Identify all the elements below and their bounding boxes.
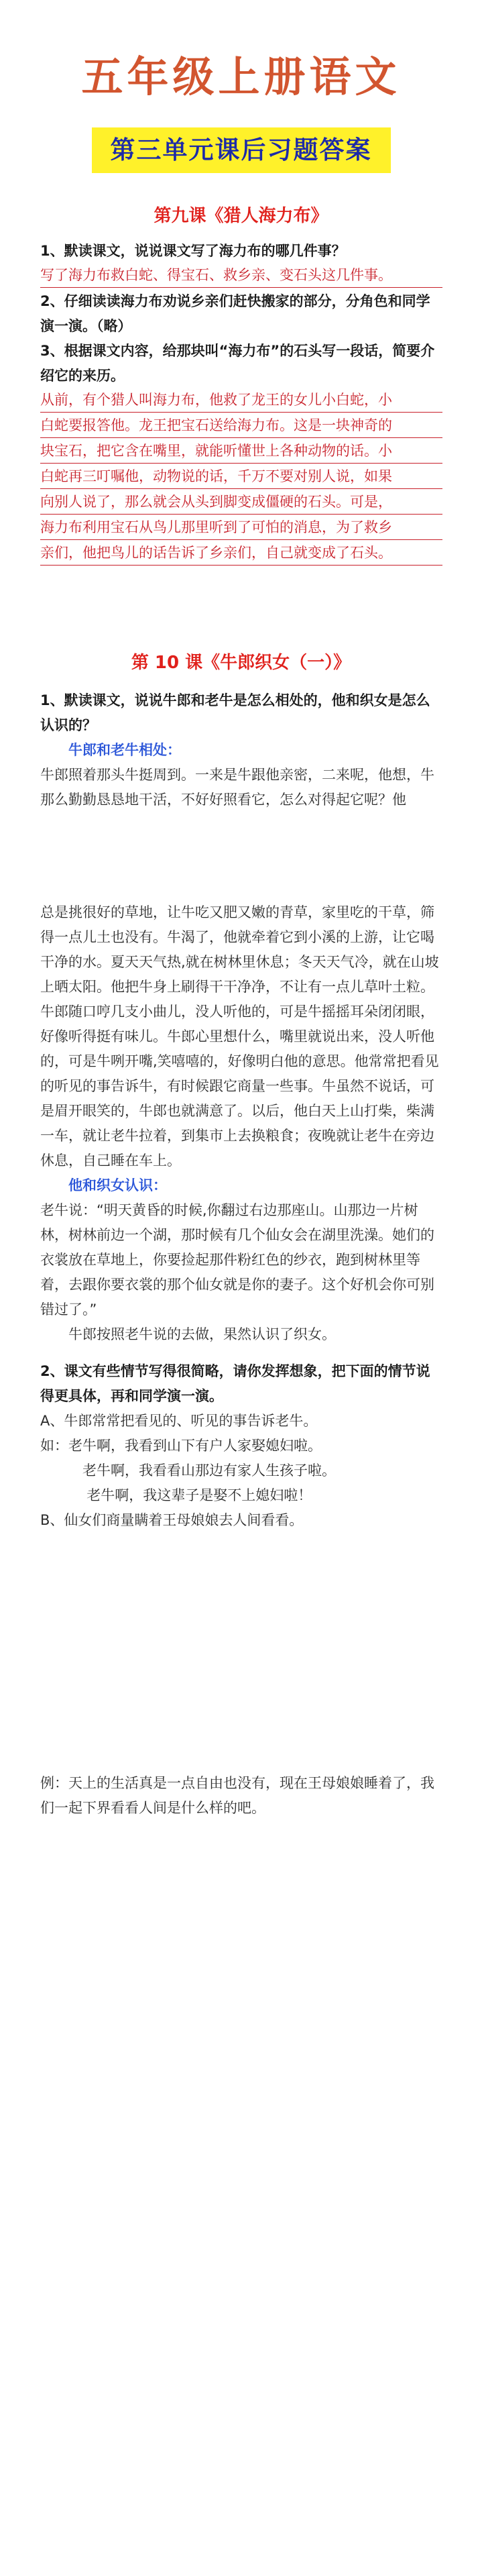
answer-line: 亲们，他把鸟儿的话告诉了乡亲们，自己就变成了石头。	[40, 541, 442, 566]
lesson9-answer-1: 写了海力布救白蛇、得宝石、救乡亲、变石头这几件事。	[40, 264, 442, 288]
lesson10-title: 第 10 课《牛郎织女（一）》	[131, 653, 351, 673]
lesson9-section	[40, 239, 442, 567]
lesson10-question-2: 2、课文有些情节写得很简略，请你发挥想象，把下面的情节说得更具体，再和同学演一演。	[40, 1363, 430, 1404]
lesson9-question-3: 3、根据课文内容，给那块叫“海力布”的石头写一段话，简要介绍它的来历。	[40, 343, 435, 384]
lesson9-question-1: 1、默读课文，说说课文写了海力布的哪几件事？	[40, 243, 346, 259]
lesson9-title: 第九课《猎人海力布》	[154, 206, 328, 226]
paragraph-weaver-2: 牛郎按照老牛说的去做，果然认识了织女。	[68, 1326, 336, 1342]
paragraph-ox-1: 牛郎照着那头牛挺周到。一来是牛跟他亲密，二来呢，他想，牛那么勤勤恳恳地干活，不好好照看它，怎么对得起它呢？他	[40, 767, 434, 808]
example-paragraph: 例：天上的生活真是一点自由也没有，现在王母娘娘睡着了，我们一起下界看看人间是什么样的吧。	[40, 1775, 434, 1816]
example-line: 老牛啊，我看看山那边有家人生孩子啦。	[82, 1462, 336, 1479]
lesson9-answer-3	[40, 388, 442, 566]
answer-line: 从前，有个猎人叫海力布，他救了龙王的女儿小白蛇，小	[40, 388, 442, 413]
page-title: 五年级上册语文	[81, 52, 401, 101]
answer-line: 海力布利用宝石从鸟儿那里听到了可怕的消息，为了救乡	[40, 516, 442, 540]
lesson10-example	[40, 1771, 442, 1821]
subheading-weaver: 他和织女认识：	[68, 1177, 167, 1193]
part-b-label: B、仙女们商量瞒着王母娘娘去人间看看。	[40, 1512, 304, 1528]
answer-line: 块宝石，把它含在嘴里，就能听懂世上各种动物的话。小	[40, 439, 442, 464]
answer-line: 向别人说了，那么就会从头到脚变成僵硬的石头。可是，	[40, 490, 442, 515]
lesson10-question-1: 1、默读课文，说说牛郎和老牛是怎么相处的，他和织女是怎么认识的？	[40, 692, 430, 733]
part-a-label: A、牛郎常常把看见的、听见的事告诉老牛。	[40, 1413, 318, 1429]
example-line: 老牛啊，我这辈子是娶不上媳妇啦！	[86, 1487, 312, 1503]
subtitle-banner: 第三单元课后习题答案	[92, 127, 391, 173]
paragraph-ox-2: 总是挑很好的草地，让牛吃又肥又嫩的青草，家里吃的干草，筛得一点儿土也没有。牛渴了，他就牵着它到小溪的上游，让它喝干净的水。夏天天气热,就在树林里休息；冬天天气冷，就在山坡上晒太阳。他把牛身上刷得干干净净，不让有一点儿草叶土粒。牛郎随口哼几支小曲儿，没人听他的，可是牛摇摇耳朵闭闭眼，好像听得挺有味儿。牛郎心里想什么，嘴里就说出来，没人听他的，可是牛咧开嘴,笑嘻嘻的，好像明白他的意思。他常常把看见的听见的事告诉牛，有时候跟它商量一些事。牛虽然不说话，可是眉开眼笑的，牛郎也就满意了。以后，他白天上山打柴，柴满一车，就让老牛拉着，到集市上去换粮食；夜晚就让老牛在旁边休息，自己睡在车上。	[40, 904, 439, 1169]
answer-line: 白蛇要报答他。龙王把宝石送给海力布。这是一块神奇的	[40, 414, 442, 438]
subtitle-wrap	[0, 127, 482, 173]
example-line: 如：老牛啊，我看到山下有户人家娶媳妇啦。	[40, 1438, 322, 1454]
lesson9-question-2: 2、仔细读读海力布劝说乡亲们赶快搬家的部分，分角色和同学演一演。（略）	[40, 293, 430, 334]
lesson10-section-a	[40, 688, 442, 812]
subheading-ox: 牛郎和老牛相处：	[68, 742, 181, 758]
answer-line: 白蛇再三叮嘱他，动物说的话，千万不要对别人说，如果	[40, 465, 442, 489]
paragraph-weaver-1: 老牛说：“明天黄昏的时候,你翻过右边那座山。山那边一片树林，树林前边一个湖，那时候有几个仙女会在湖里洗澡。她们的衣裳放在草地上，你要捡起那件粉红色的纱衣，跑到树林里等着，去跟你要衣裳的那个仙女就是你的妻子。这个好机会你可别错过了。”	[40, 1202, 434, 1318]
lesson10-section-b	[40, 900, 442, 1533]
